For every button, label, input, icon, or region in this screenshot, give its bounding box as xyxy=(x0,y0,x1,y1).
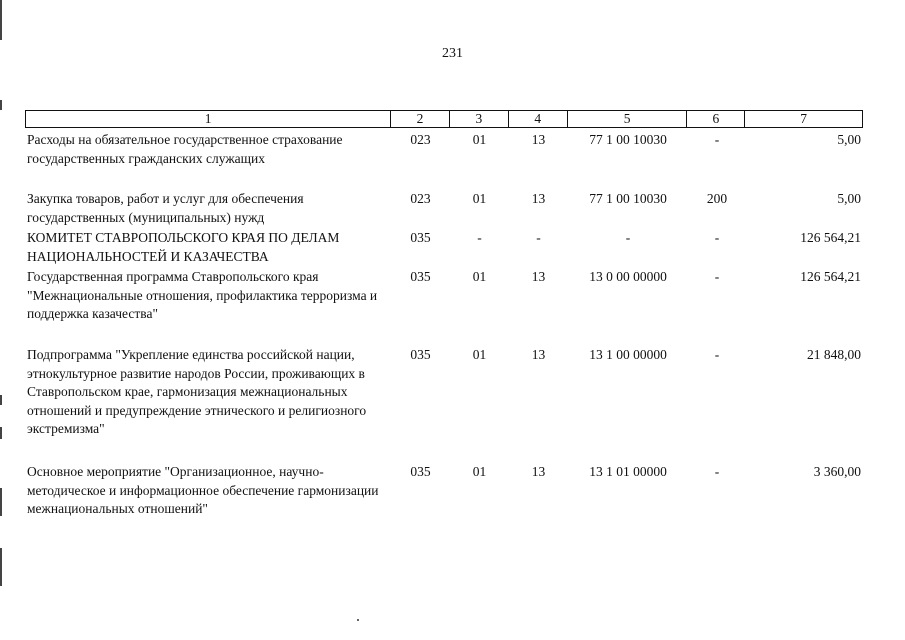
scan-edge-mark xyxy=(0,427,2,439)
table-row xyxy=(25,346,863,439)
row-col5: 13 1 00 00000 xyxy=(589,347,667,362)
row-name: Закупка товаров, работ и услуг для обеспечения государственных (муниципальных) нужд xyxy=(27,191,304,225)
row-col2: 023 xyxy=(410,132,431,147)
table-row xyxy=(25,268,863,324)
column-header-3: 3 xyxy=(450,111,509,127)
row-col6: - xyxy=(714,132,720,147)
row-col2: 035 xyxy=(410,464,431,479)
row-amount: 5,00 xyxy=(837,191,861,206)
scan-edge-mark xyxy=(0,548,2,586)
row-col3: 01 xyxy=(472,191,487,206)
row-col4: 13 xyxy=(531,269,546,284)
row-col3: 01 xyxy=(472,464,487,479)
row-col6: - xyxy=(714,269,720,284)
row-col4: 13 xyxy=(531,464,546,479)
row-col3: 01 xyxy=(472,269,487,284)
row-name: Подпрограмма "Укрепление единства российской нации, этнокультурное развитие народов России, проживающих в Ставропольском крае, гармонизация межнациональных отношений и предупреждение этнического и религиозного экстремизма" xyxy=(27,347,367,436)
scan-edge-mark xyxy=(0,488,2,516)
row-col5: 77 1 00 10030 xyxy=(589,191,667,206)
row-col2: 035 xyxy=(410,230,431,245)
scan-speck xyxy=(357,619,359,621)
row-name: КОМИТЕТ СТАВРОПОЛЬСКОГО КРАЯ ПО ДЕЛАМ НАЦИОНАЛЬНОСТЕЙ И КАЗАЧЕСТВА xyxy=(27,230,340,264)
column-header-6: 6 xyxy=(687,111,745,127)
row-amount: 126 564,21 xyxy=(800,230,861,245)
row-amount: 126 564,21 xyxy=(800,269,861,284)
column-header-2: 2 xyxy=(391,111,450,127)
row-col2: 035 xyxy=(410,269,431,284)
page-number: 231 xyxy=(442,46,463,61)
table-row xyxy=(25,190,863,227)
row-col6: - xyxy=(714,464,720,479)
row-name: Расходы на обязательное государственное страхование государственных гражданских служащих xyxy=(27,132,343,166)
table-header xyxy=(25,110,863,128)
row-col4: 13 xyxy=(531,347,546,362)
row-name: Государственная программа Ставропольского края "Межнациональные отношения, профилактика терроризма и поддержка казачества" xyxy=(27,269,378,321)
row-col3: - xyxy=(477,230,482,245)
row-col3: 01 xyxy=(472,132,487,147)
scan-edge-mark xyxy=(0,395,2,405)
row-amount: 21 848,00 xyxy=(807,347,861,362)
column-header-1: 1 xyxy=(26,111,391,127)
table-row xyxy=(25,131,863,168)
scan-edge-mark xyxy=(0,100,2,110)
row-amount: 5,00 xyxy=(837,132,861,147)
row-col5: 77 1 00 10030 xyxy=(589,132,667,147)
row-amount: 3 360,00 xyxy=(813,464,861,479)
row-col4: - xyxy=(536,230,541,245)
row-col6: - xyxy=(714,347,720,362)
column-header-4: 4 xyxy=(509,111,568,127)
column-header-7: 7 xyxy=(800,111,808,126)
row-col2: 023 xyxy=(410,191,431,206)
scan-edge-mark xyxy=(0,0,2,40)
row-col4: 13 xyxy=(531,132,546,147)
row-col5: 13 0 00 00000 xyxy=(589,269,667,284)
row-col4: 13 xyxy=(531,191,546,206)
table-row xyxy=(25,229,863,266)
row-col2: 035 xyxy=(410,347,431,362)
row-col6: 200 xyxy=(706,191,728,206)
row-name: Основное мероприятие "Организационное, научно-методическое и информационное обеспечение гармонизации межнациональных отношений" xyxy=(27,464,379,516)
row-col5: 13 1 01 00000 xyxy=(589,464,667,479)
row-col3: 01 xyxy=(472,347,487,362)
row-col5: - xyxy=(625,230,631,245)
row-col6: - xyxy=(714,230,720,245)
column-header-5: 5 xyxy=(568,111,688,127)
table-row xyxy=(25,463,863,519)
